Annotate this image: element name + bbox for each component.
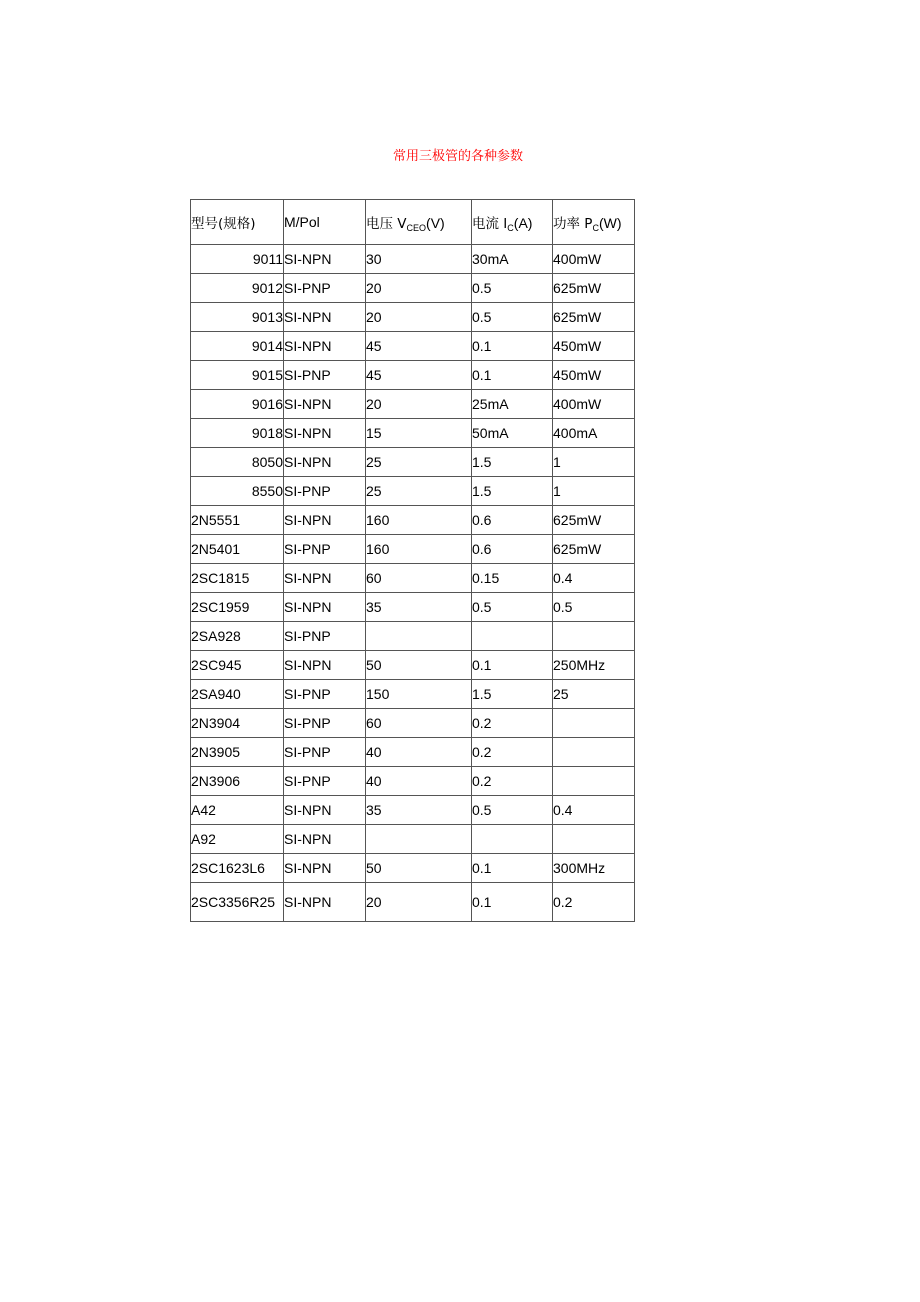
cell-voltage xyxy=(366,622,472,651)
cell-power: 400mW xyxy=(553,245,635,274)
cell-voltage: 40 xyxy=(366,738,472,767)
cell-polarity: SI-NPN xyxy=(284,825,366,854)
cell-model: 8050 xyxy=(191,448,284,477)
cell-model: 2SC1815 xyxy=(191,564,284,593)
table-row xyxy=(191,303,635,332)
table-row xyxy=(191,448,635,477)
cell-voltage: 160 xyxy=(366,506,472,535)
cell-voltage: 60 xyxy=(366,564,472,593)
table-row xyxy=(191,419,635,448)
cell-model: 2N5401 xyxy=(191,535,284,564)
cell-model: 8550 xyxy=(191,477,284,506)
cell-power: 0.4 xyxy=(553,796,635,825)
cell-voltage: 150 xyxy=(366,680,472,709)
cell-voltage: 45 xyxy=(366,332,472,361)
cell-model: 9013 xyxy=(191,303,284,332)
cell-voltage: 20 xyxy=(366,303,472,332)
cell-current xyxy=(472,622,553,651)
cell-model: 2N5551 xyxy=(191,506,284,535)
cell-current: 0.1 xyxy=(472,332,553,361)
cell-current: 0.1 xyxy=(472,651,553,680)
cell-current: 0.1 xyxy=(472,854,553,883)
cell-current: 0.2 xyxy=(472,767,553,796)
cell-polarity: SI-PNP xyxy=(284,767,366,796)
cell-polarity: SI-NPN xyxy=(284,245,366,274)
table-row xyxy=(191,854,635,883)
cell-model: 9016 xyxy=(191,390,284,419)
cell-model: 9011 xyxy=(191,245,284,274)
cell-voltage: 35 xyxy=(366,593,472,622)
table-row xyxy=(191,245,635,274)
cell-current: 0.2 xyxy=(472,709,553,738)
cell-polarity: SI-NPN xyxy=(284,303,366,332)
document-title: 常用三极管的各种参数 xyxy=(392,149,523,164)
cell-power: 1 xyxy=(553,448,635,477)
cell-polarity: SI-PNP xyxy=(284,622,366,651)
table-row xyxy=(191,593,635,622)
cell-current: 1.5 xyxy=(472,477,553,506)
cell-power: 625mW xyxy=(553,535,635,564)
header-polarity: M/Pol xyxy=(284,200,366,245)
cell-polarity: SI-NPN xyxy=(284,854,366,883)
cell-power: 0.2 xyxy=(553,883,635,922)
table-row xyxy=(191,709,635,738)
cell-power xyxy=(553,622,635,651)
header-power: 功率 $P_C(W)$ xyxy=(553,200,635,245)
table-row xyxy=(191,535,635,564)
cell-current: 0.5 xyxy=(472,303,553,332)
cell-model: 2SC1623L6 xyxy=(191,854,284,883)
cell-power: 300MHz xyxy=(553,854,635,883)
cell-polarity: SI-NPN xyxy=(284,506,366,535)
cell-power: 0.5 xyxy=(553,593,635,622)
cell-current: 0.6 xyxy=(472,535,553,564)
table-row xyxy=(191,274,635,303)
cell-model: 2N3905 xyxy=(191,738,284,767)
cell-model: 2SC3356R25 xyxy=(191,883,284,922)
cell-polarity: SI-NPN xyxy=(284,419,366,448)
cell-current: 0.5 xyxy=(472,796,553,825)
cell-voltage: 25 xyxy=(366,448,472,477)
cell-polarity: SI-PNP xyxy=(284,274,366,303)
cell-power xyxy=(553,738,635,767)
table-row xyxy=(191,564,635,593)
cell-power xyxy=(553,825,635,854)
cell-current: 0.1 xyxy=(472,883,553,922)
cell-model: 2SC1959 xyxy=(191,593,284,622)
cell-current: 0.5 xyxy=(472,274,553,303)
cell-power: 400mW xyxy=(553,390,635,419)
header-model: 型号(规格) xyxy=(191,200,284,245)
cell-power xyxy=(553,709,635,738)
header-current: 电流 $I_C(A)$ xyxy=(472,200,553,245)
cell-polarity: SI-NPN xyxy=(284,651,366,680)
cell-current: 1.5 xyxy=(472,680,553,709)
cell-voltage: 160 xyxy=(366,535,472,564)
cell-power: 250MHz xyxy=(553,651,635,680)
cell-model: A92 xyxy=(191,825,284,854)
transistor-parameter-table xyxy=(190,199,635,922)
cell-model: 9015 xyxy=(191,361,284,390)
cell-current: 0.2 xyxy=(472,738,553,767)
cell-current: 0.1 xyxy=(472,361,553,390)
cell-power: 625mW xyxy=(553,303,635,332)
cell-voltage: 35 xyxy=(366,796,472,825)
cell-voltage: 40 xyxy=(366,767,472,796)
cell-polarity: SI-NPN xyxy=(284,332,366,361)
cell-model: 9012 xyxy=(191,274,284,303)
cell-current xyxy=(472,825,553,854)
cell-polarity: SI-NPN xyxy=(284,593,366,622)
cell-model: 2SA928 xyxy=(191,622,284,651)
table-row xyxy=(191,767,635,796)
cell-polarity: SI-PNP xyxy=(284,680,366,709)
cell-voltage: 50 xyxy=(366,854,472,883)
cell-voltage: 50 xyxy=(366,651,472,680)
cell-polarity: SI-NPN xyxy=(284,390,366,419)
cell-power: 25 xyxy=(553,680,635,709)
cell-model: 2N3904 xyxy=(191,709,284,738)
cell-model: 2SA940 xyxy=(191,680,284,709)
cell-current: 0.5 xyxy=(472,593,553,622)
cell-model: 2SC945 xyxy=(191,651,284,680)
table-row xyxy=(191,825,635,854)
cell-power: 625mW xyxy=(553,506,635,535)
cell-voltage: 20 xyxy=(366,883,472,922)
cell-power xyxy=(553,767,635,796)
cell-current: 1.5 xyxy=(472,448,553,477)
cell-power: 0.4 xyxy=(553,564,635,593)
cell-model: 9014 xyxy=(191,332,284,361)
cell-polarity: SI-NPN xyxy=(284,796,366,825)
cell-current: 25mA xyxy=(472,390,553,419)
cell-polarity: SI-PNP xyxy=(284,477,366,506)
cell-polarity: SI-PNP xyxy=(284,709,366,738)
table-row xyxy=(191,332,635,361)
table-row xyxy=(191,796,635,825)
table-row xyxy=(191,477,635,506)
cell-voltage: 30 xyxy=(366,245,472,274)
table-row xyxy=(191,883,635,922)
table-row xyxy=(191,506,635,535)
cell-power: 625mW xyxy=(553,274,635,303)
cell-polarity: SI-PNP xyxy=(284,535,366,564)
cell-voltage: 25 xyxy=(366,477,472,506)
cell-current: 0.15 xyxy=(472,564,553,593)
table-row xyxy=(191,651,635,680)
cell-power: 450mW xyxy=(553,361,635,390)
cell-power: 400mA xyxy=(553,419,635,448)
cell-current: 30mA xyxy=(472,245,553,274)
cell-voltage xyxy=(366,825,472,854)
table-row xyxy=(191,738,635,767)
cell-current: 0.6 xyxy=(472,506,553,535)
cell-voltage: 60 xyxy=(366,709,472,738)
cell-voltage: 45 xyxy=(366,361,472,390)
cell-model: 2N3906 xyxy=(191,767,284,796)
table-row xyxy=(191,390,635,419)
cell-polarity: SI-NPN xyxy=(284,448,366,477)
cell-voltage: 20 xyxy=(366,390,472,419)
cell-voltage: 15 xyxy=(366,419,472,448)
cell-polarity: SI-PNP xyxy=(284,361,366,390)
cell-model: A42 xyxy=(191,796,284,825)
table-row xyxy=(191,680,635,709)
cell-current: 50mA xyxy=(472,419,553,448)
table-row xyxy=(191,361,635,390)
cell-model: 9018 xyxy=(191,419,284,448)
table-header-row xyxy=(191,200,635,245)
cell-polarity: SI-PNP xyxy=(284,738,366,767)
cell-voltage: 20 xyxy=(366,274,472,303)
cell-polarity: SI-NPN xyxy=(284,883,366,922)
cell-power: 1 xyxy=(553,477,635,506)
cell-polarity: SI-NPN xyxy=(284,564,366,593)
cell-power: 450mW xyxy=(553,332,635,361)
table-row xyxy=(191,622,635,651)
header-voltage: 电压 $V_{CEO}(V)$ xyxy=(366,200,472,245)
